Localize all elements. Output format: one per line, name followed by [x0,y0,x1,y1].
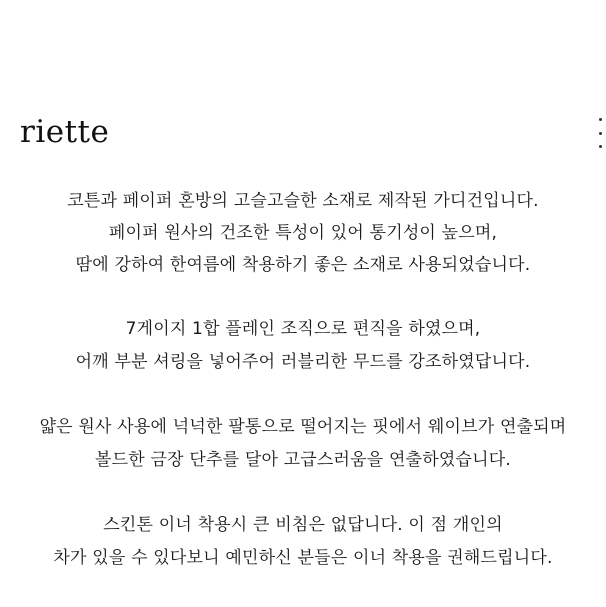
menu-dot [599,118,602,121]
description-line: 땀에 강하여 한여름에 착용하기 좋은 소재로 사용되었습니다. [75,255,531,275]
description-paragraph [0,185,606,281]
description-line: 코튼과 페이퍼 혼방의 고슬고슬한 소재로 제작된 가디건입니다. [67,191,539,211]
description-paragraph [0,509,606,575]
product-description [0,185,606,607]
more-vertical-icon[interactable] [596,118,604,148]
description-line: 볼드한 금장 단추를 달아 고급스러움을 연출하였습니다. [95,450,511,470]
description-line: 7게이지 1합 플레인 조직으로 편직을 하였으며, [125,319,481,339]
menu-dot [599,145,602,148]
brand-logo[interactable]: riette [20,114,110,150]
description-paragraph [0,313,606,379]
description-line: 페이퍼 원사의 건조한 특성이 있어 통기성이 높으며, [108,223,498,243]
description-line: 차가 있을 수 있다보니 예민하신 분들은 이너 착용을 권해드립니다. [53,548,553,568]
description-line: 어깨 부분 셔링을 넣어주어 러블리한 무드를 강조하였답니다. [75,352,531,372]
description-paragraph [0,411,606,477]
description-line: 얇은 원사 사용에 넉넉한 팔통으로 떨어지는 핏에서 웨이브가 연출되며 [39,417,567,437]
menu-dot [599,132,602,135]
header [0,112,606,162]
description-line: 스킨톤 이너 착용시 큰 비침은 없답니다. 이 점 개인의 [103,515,503,535]
